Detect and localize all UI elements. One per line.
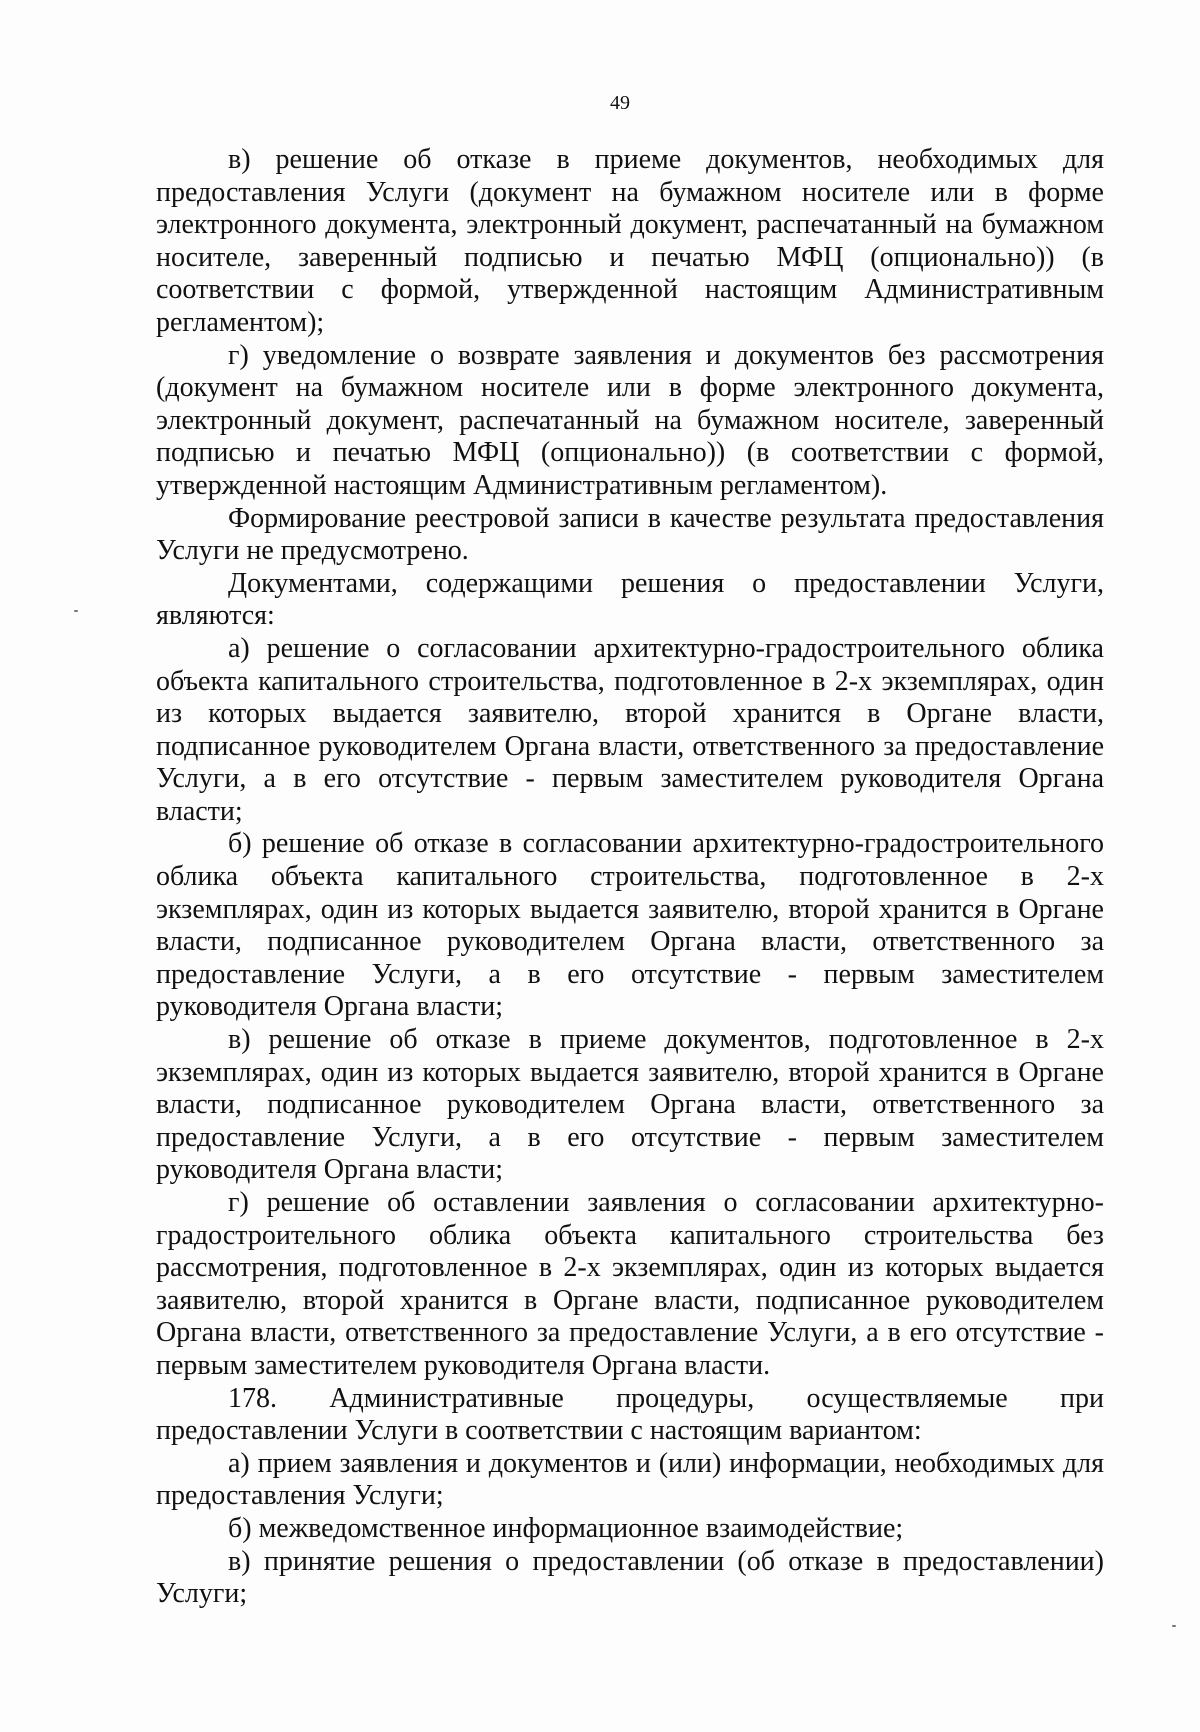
paragraph-return-notice: г) уведомление о возврате заявления и документов без рассмотрения (документ на бумажном носителе или в форме электронного документа, электронный документ, распечатанный на бумажном носителе, заверенный подписью и печатью МФЦ (опционально)) (в соответствии с формой, утвержденной настоящим Административным регламентом).	[156, 339, 1104, 501]
paragraph-approval-refusal: б) решение об отказе в согласовании архитектурно-градостроительного облика объекта капитального строительства, подготовленное в 2-х экземплярах, один из которых выдается заявителю, второй хранится в Органе власти, подписанное руководителем Органа власти, ответственного за предоставление Услуги, а в его отсутствие - первым заместителем руководителя Органа власти;	[156, 828, 1104, 1023]
paragraph-procedure-a: а) прием заявления и документов и (или) информации, необходимых для предоставления Услуги;	[156, 1447, 1104, 1512]
paragraph-left-without-review: г) решение об оставлении заявления о согласовании архитектурно-градостроительного облика объекта капитального строительства без рассмотрения, подготовленное в 2-х экземплярах, один из которых выдается заявителю, второй хранится в Органе власти, подписанное руководителем Органа власти, ответственного за предоставление Услуги, а в его отсутствие - первым заместителем руководителя Органа власти.	[156, 1187, 1104, 1381]
paragraph-refusal-documents: в) решение об отказе в приеме документов, необходимых для предоставления Услуги (документ на бумажном носителе или в форме электронного документа, электронный документ, распечатанный на бумажном носителе, заверенный подписью и печатью МФЦ (опционально)) (в соответствии с формой, утвержденной настоящим Административным регламентом);	[156, 144, 1104, 338]
paragraph-registry-record: Формирование реестровой записи в качестве результата предоставления Услуги не предусмотрено.	[156, 502, 1104, 567]
paragraph-procedure-c: в) принятие решения о предоставлении (об отказе в предоставлении) Услуги;	[156, 1545, 1104, 1610]
paragraph-section-178: 178. Административные процедуры, осуществляемые при предоставлении Услуги в соответствии с настоящим вариантом:	[156, 1382, 1104, 1447]
paragraph-documents-refusal: в) решение об отказе в приеме документов, подготовленное в 2-х экземплярах, один из которых выдается заявителю, второй хранится в Органе власти, подписанное руководителем Органа власти, ответственного за предоставление Услуги, а в его отсутствие - первым заместителем руководителя Органа власти;	[156, 1024, 1104, 1186]
scan-speck	[1172, 1625, 1176, 1627]
document-body	[156, 144, 1104, 1611]
paragraph-decision-documents: Документами, содержащими решения о предоставлении Услуги, являются:	[156, 567, 1104, 632]
paragraph-approval-decision: а) решение о согласовании архитектурно-градостроительного облика объекта капитального строительства, подготовленное в 2-х экземплярах, один из которых выдается заявителю, второй хранится в Органе власти, подписанное руководителем Органа власти, ответственного за предоставление Услуги, а в его отсутствие - первым заместителем руководителя Органа власти;	[156, 632, 1104, 827]
page-number: 49	[610, 92, 630, 114]
paragraph-procedure-b: б) межведомственное информационное взаимодействие;	[228, 1512, 904, 1544]
scan-speck	[74, 610, 78, 612]
